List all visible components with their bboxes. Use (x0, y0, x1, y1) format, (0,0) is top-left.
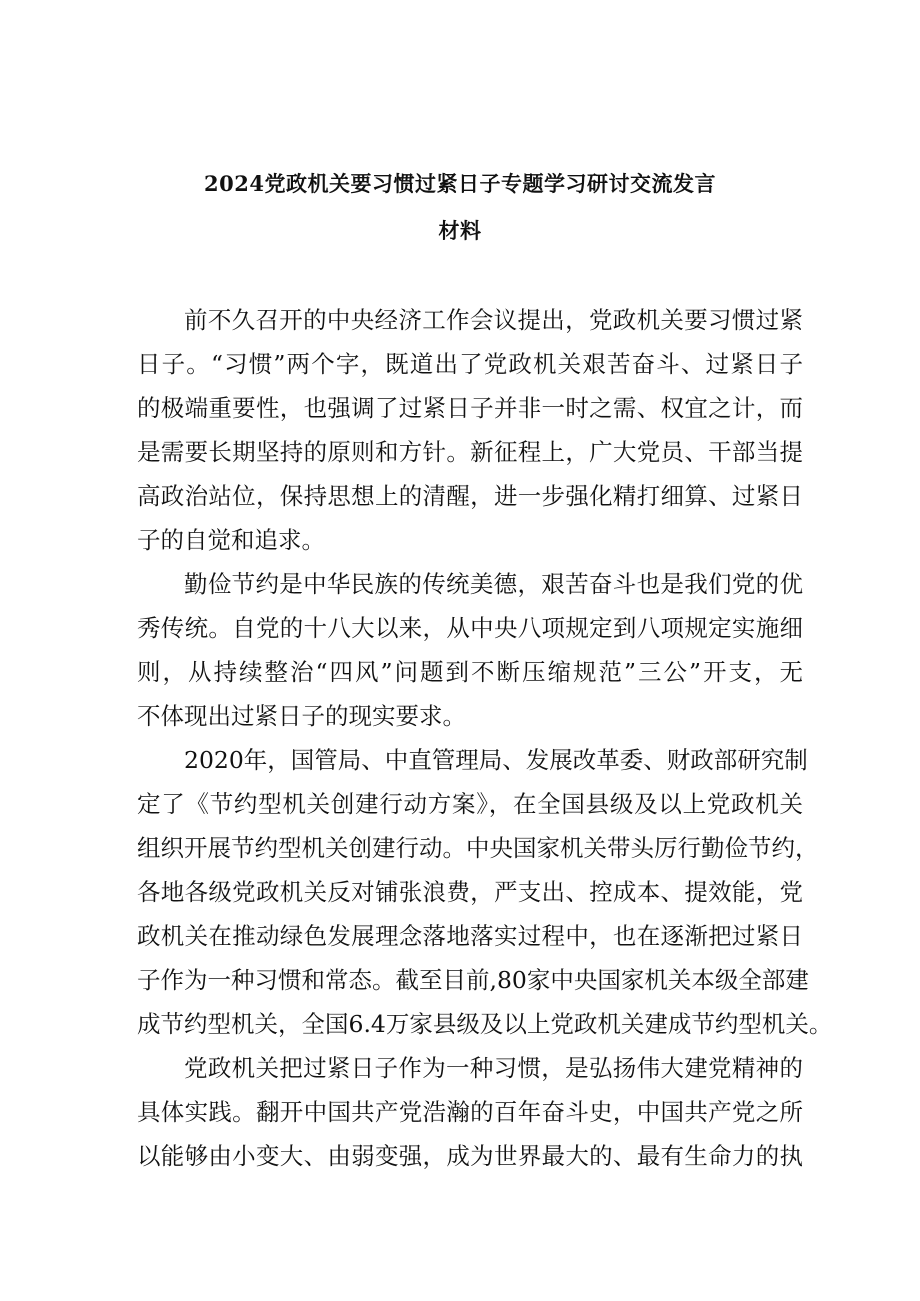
paragraph-line: 各地各级党政机关反对铺张浪费，严支出、控成本、提效能，党 (137, 878, 803, 906)
paragraph-line: 组织开展节约型机关创建行动。中央国家机关带头厉行勤俭节约， (137, 834, 819, 862)
paragraph-line: 秀传统。自党的十八大以来，从中央八项规定到八项规定实施细 (137, 614, 803, 642)
paragraph-line: 前不久召开的中央经济工作会议提出，党政机关要习惯过紧 (184, 306, 803, 334)
paragraph-line: 则，从持续整治“四风”问题到不断压缩规范”三公”开支，无 (137, 658, 803, 686)
paragraph-line: 的极端重要性，也强调了过紧日子并非一时之需、权宜之计，而 (137, 394, 803, 422)
paragraph-line: 高政治站位，保持思想上的清醒，进一步强化精打细算、过紧日 (137, 482, 803, 510)
paragraph-line: 子的自觉和追求。 (137, 526, 325, 554)
paragraph-line: 不体现出过紧日子的现实要求。 (137, 702, 466, 730)
document-title-line-1: 2024党政机关要习惯过紧日子专题学习研讨交流发言 (204, 171, 716, 196)
paragraph-line: 政机关在推动绿色发展理念落地落实过程中，也在逐渐把过紧日 (137, 922, 803, 950)
paragraph-line: 子作为一种习惯和常态。截至目前,80家中央国家机关本级全部建 (137, 966, 809, 994)
paragraph-line: 具体实践。翻开中国共产党浩瀚的百年奋斗史，中国共产党之所 (137, 1098, 803, 1126)
paragraph-line: 党政机关把过紧日子作为一种习惯，是弘扬伟大建党精神的 (184, 1054, 803, 1082)
paragraph-line: 勤俭节约是中华民族的传统美德，艰苦奋斗也是我们党的优 (184, 570, 803, 598)
paragraph-line: 成节约型机关，全国6.4万家县级及以上党政机关建成节约型机关。 (137, 1010, 833, 1038)
paragraph-line: 是需要长期坚持的原则和方针。新征程上，广大党员、干部当提 (137, 438, 803, 466)
document-title-line-2: 材料 (438, 218, 482, 243)
paragraph-line: 2020年，国管局、中直管理局、发展改革委、财政部研究制 (184, 746, 808, 774)
paragraph-line: 以能够由小变大、由弱变强，成为世界最大的、最有生命力的执 (137, 1142, 803, 1170)
paragraph-line: 定了《节约型机关创建行动方案》，在全国县级及以上党政机关 (137, 790, 803, 818)
paragraph-line: 日子。“习惯”两个字，既道出了党政机关艰苦奋斗、过紧日子 (137, 350, 803, 378)
